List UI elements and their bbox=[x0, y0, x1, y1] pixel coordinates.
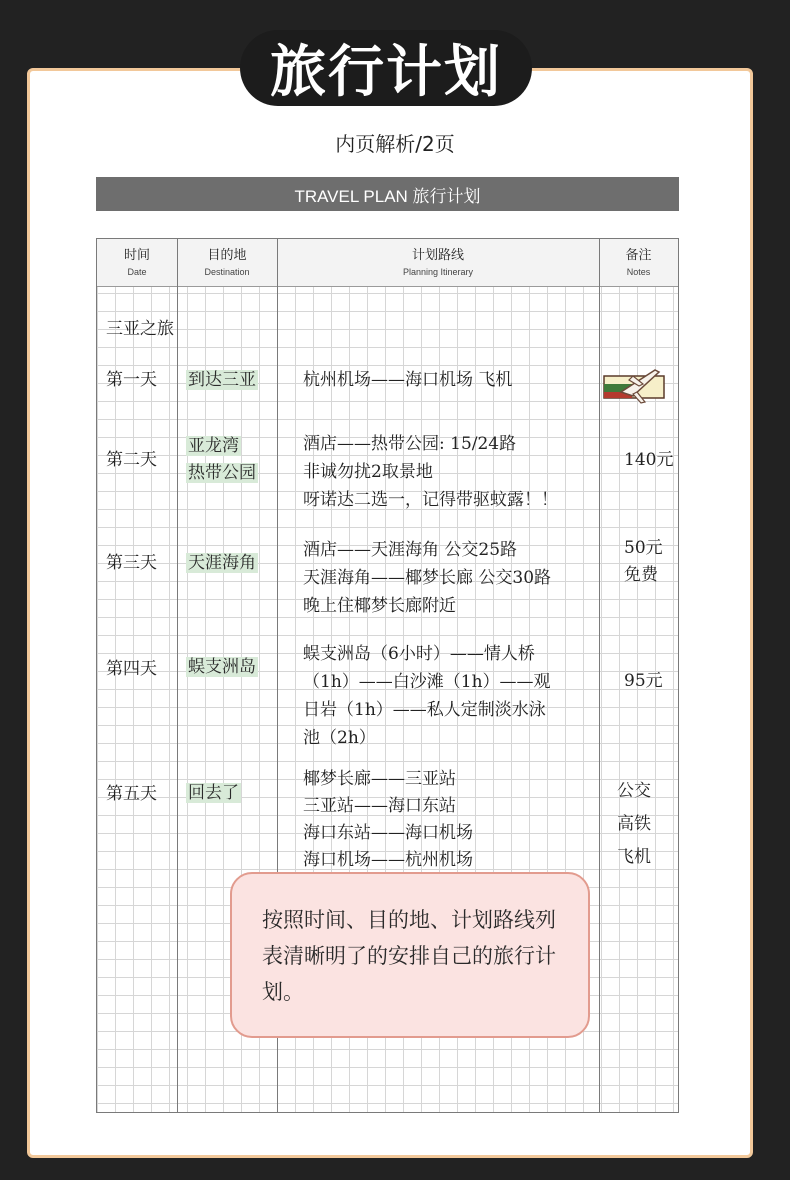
header-destination bbox=[177, 247, 277, 279]
day5-note: 高铁 bbox=[617, 814, 651, 834]
day4-itinerary-line: 日岩（1h）——私人定制淡水泳 bbox=[303, 700, 546, 720]
day5-itinerary-line: 海口机场——杭州机场 bbox=[303, 850, 473, 870]
day2-itinerary-line: 酒店——热带公园: 15/24路 bbox=[303, 434, 517, 454]
header-date bbox=[97, 247, 177, 279]
day4-date: 第四天 bbox=[106, 659, 157, 679]
header-itinerary-zh: 计划路线 bbox=[411, 248, 464, 263]
day2-destination-1: 亚龙湾 bbox=[188, 436, 239, 456]
day5-note: 飞机 bbox=[617, 847, 651, 867]
day4-destination: 蜈支洲岛 bbox=[188, 657, 256, 677]
day3-date: 第三天 bbox=[106, 553, 157, 573]
day1-destination: 到达三亚 bbox=[188, 370, 256, 390]
callout-text: 按照时间、目的地、计划路线列表清晰明了的安排自己的旅行计划。 bbox=[262, 908, 556, 1004]
day1-date: 第一天 bbox=[106, 370, 157, 390]
header-notes bbox=[599, 247, 678, 279]
day5-itinerary-line: 海口东站——海口机场 bbox=[303, 823, 473, 843]
day2-itinerary-line: 非诚勿扰2取景地 bbox=[303, 462, 433, 482]
day3-itinerary-line: 天涯海角——椰梦长廊 公交30路 bbox=[303, 568, 552, 588]
header-destination-zh: 目的地 bbox=[207, 248, 247, 263]
column-divider bbox=[599, 239, 600, 1112]
header-date-en: Date bbox=[127, 267, 147, 277]
header-date-zh: 时间 bbox=[123, 248, 150, 263]
day5-destination: 回去了 bbox=[188, 783, 239, 803]
header-notes-zh: 备注 bbox=[625, 248, 652, 263]
day4-note: 95元 bbox=[624, 671, 663, 691]
airplane-ticket-icon bbox=[603, 362, 665, 406]
day4-itinerary-line: 蜈支洲岛（6小时）——情人桥 bbox=[303, 644, 535, 664]
day2-note: 140元 bbox=[624, 450, 674, 470]
day4-itinerary-line: （1h）——白沙滩（1h）——观 bbox=[303, 672, 551, 692]
page-title: 旅行计划 bbox=[240, 30, 532, 106]
callout-bubble bbox=[230, 872, 590, 1038]
day5-note: 公交 bbox=[617, 781, 651, 801]
day4-itinerary-line: 池（2h） bbox=[303, 728, 376, 748]
header-itinerary-en: Planning Itinerary bbox=[402, 267, 474, 277]
day3-destination: 天涯海角 bbox=[188, 553, 256, 573]
day5-itinerary-line: 三亚站——海口东站 bbox=[303, 796, 456, 816]
day2-itinerary-line: 呀诺达二选一，记得带驱蚊露！！ bbox=[303, 490, 558, 510]
trip-title: 三亚之旅 bbox=[106, 319, 174, 339]
day3-note: 50元 bbox=[624, 538, 663, 558]
plan-header-bar: TRAVEL PLAN 旅行计划 bbox=[96, 177, 679, 211]
day3-itinerary-line: 晚上住椰梦长廊附近 bbox=[303, 596, 456, 616]
column-divider bbox=[177, 239, 178, 1112]
header-destination-en: Destination bbox=[204, 267, 250, 277]
header-notes-en: Notes bbox=[626, 267, 651, 277]
page-subtitle: 内页解析/2页 bbox=[335, 132, 455, 156]
day3-note: 免费 bbox=[624, 565, 658, 585]
day1-itinerary-line: 杭州机场——海口机场 飞机 bbox=[303, 370, 513, 390]
day3-itinerary-line: 酒店——天涯海角 公交25路 bbox=[303, 540, 518, 560]
day5-date: 第五天 bbox=[106, 784, 157, 804]
day2-destination-2: 热带公园 bbox=[188, 463, 256, 483]
day2-date: 第二天 bbox=[106, 450, 157, 470]
header-itinerary bbox=[277, 247, 599, 279]
day5-itinerary-line: 椰梦长廊——三亚站 bbox=[303, 769, 456, 789]
